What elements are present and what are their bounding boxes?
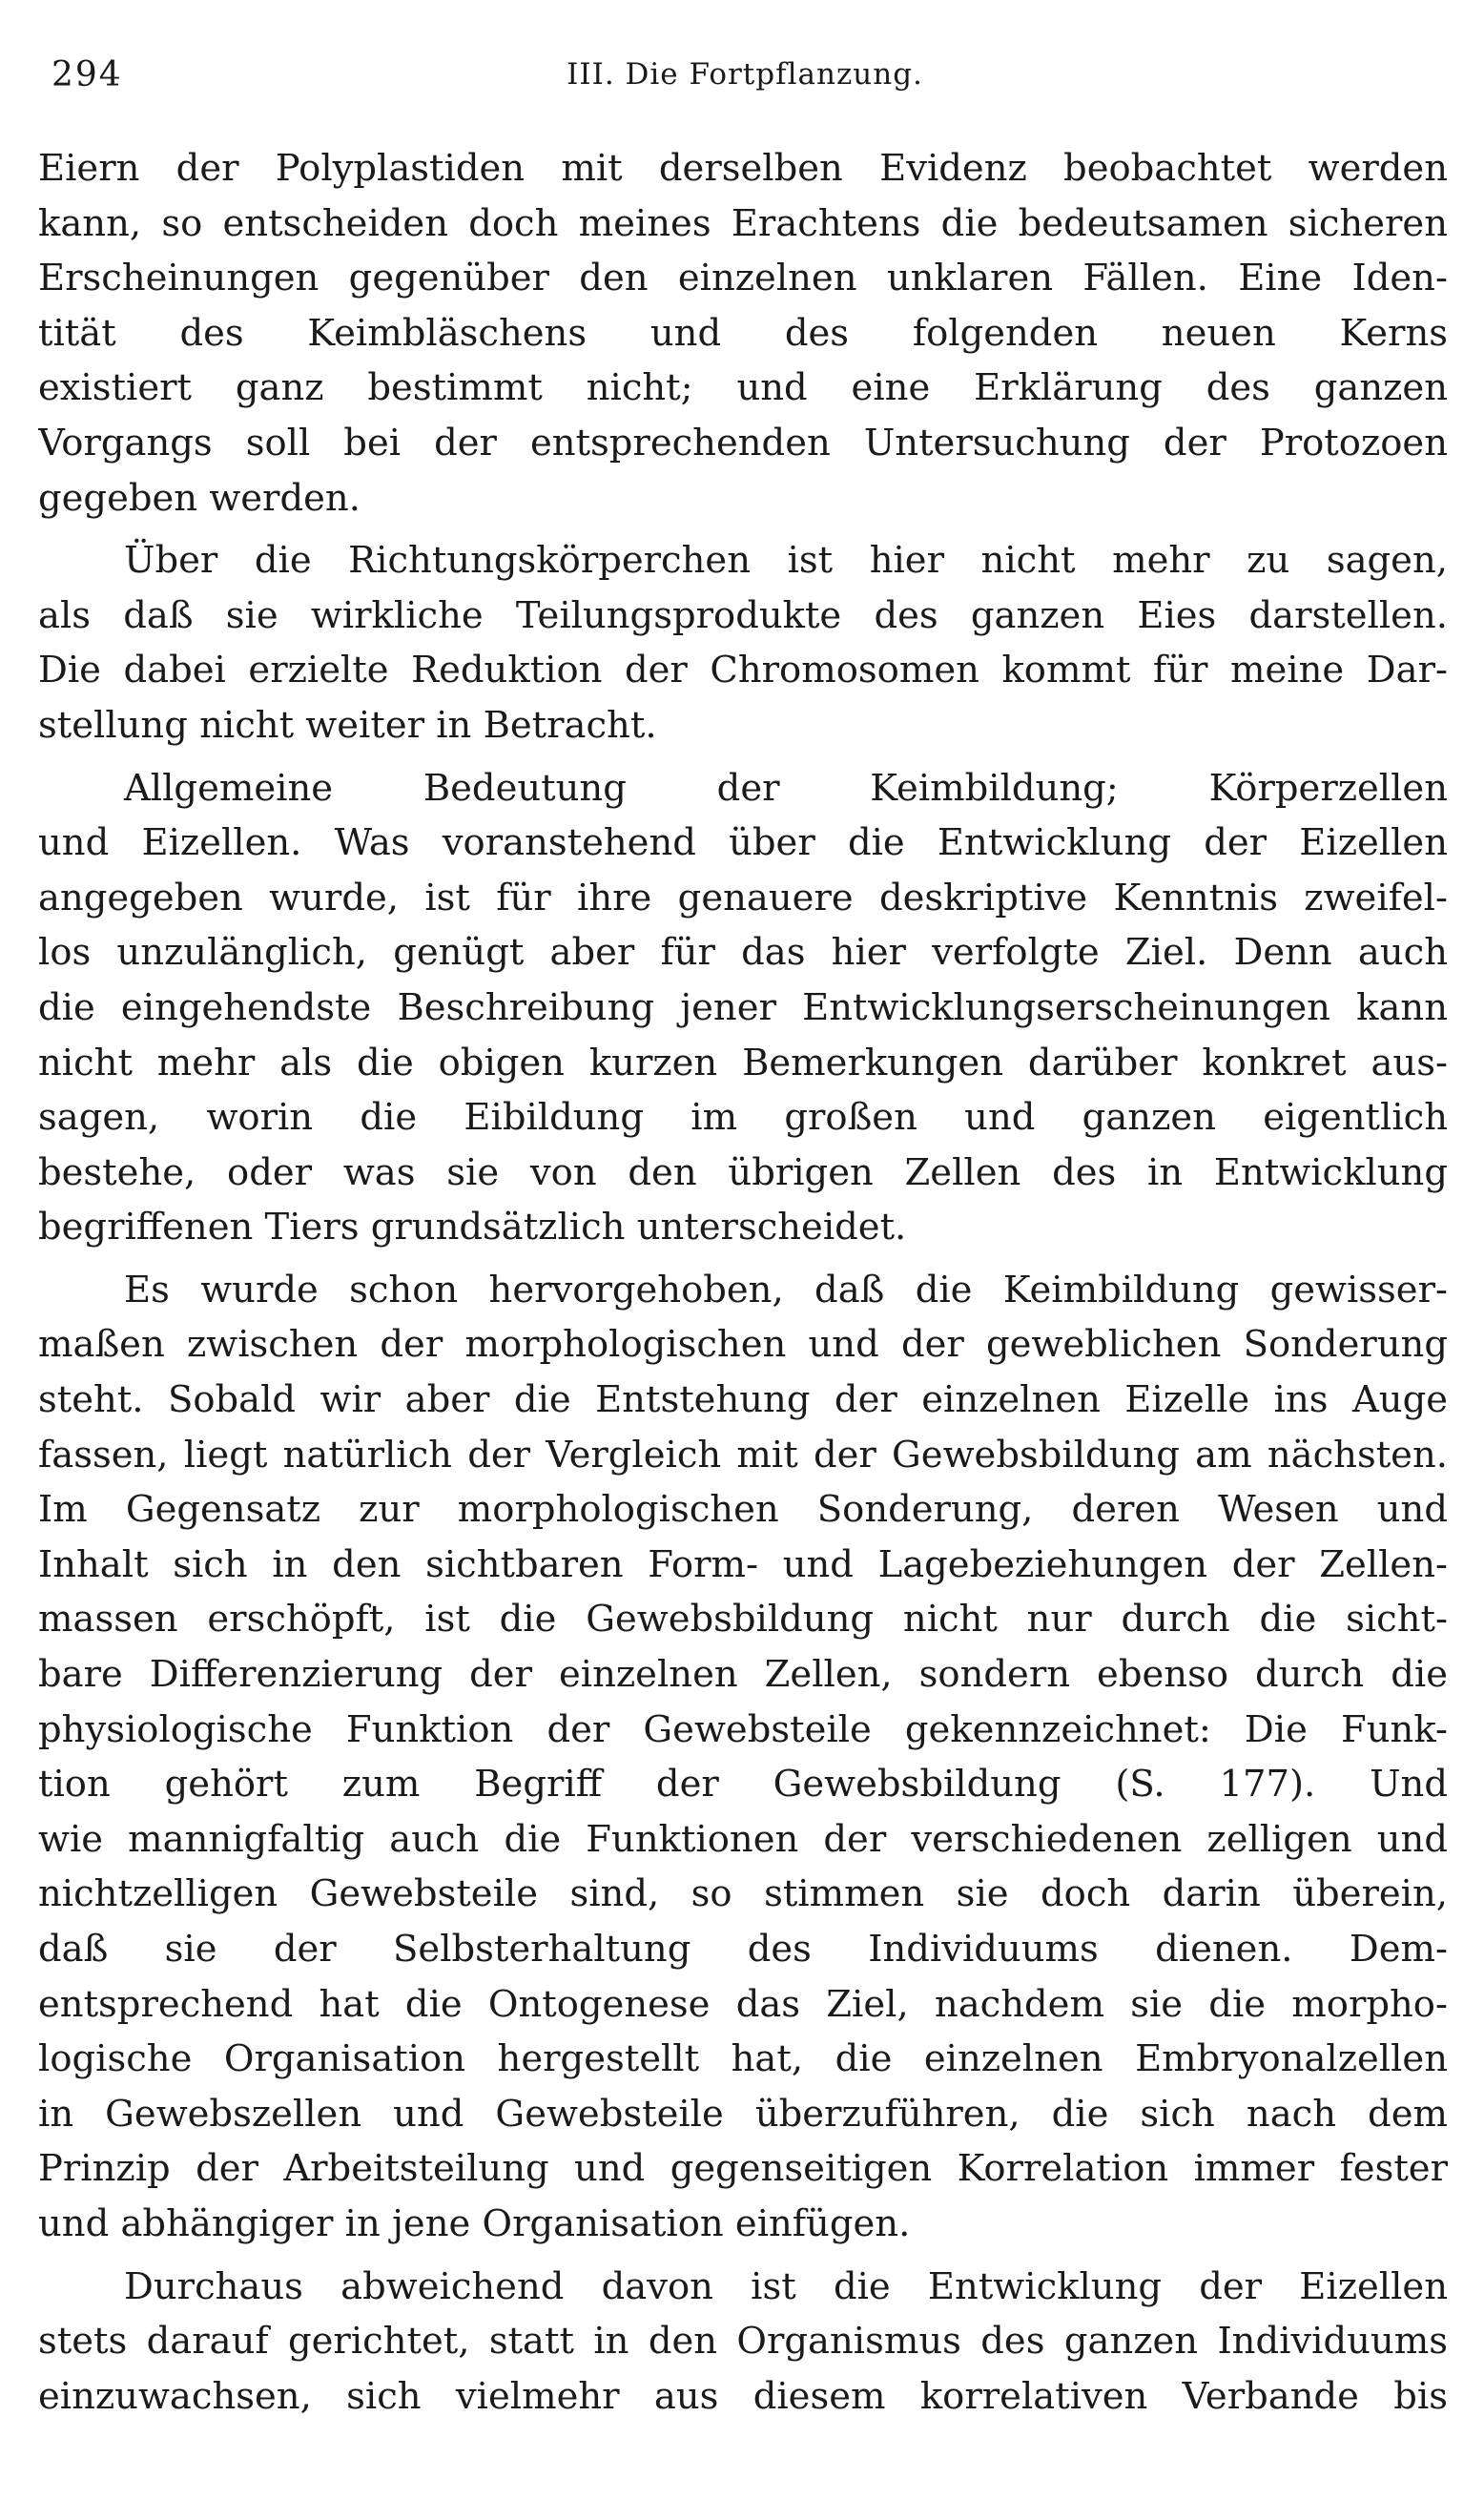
text-line: wie mannigfaltig auch die Funktionen der verschiedenen zelligen und: [38, 1817, 1448, 1861]
text-line: sagen, worin die Eibildung im großen und ganzen eigentlich: [38, 1096, 1448, 1140]
text-line: begriffenen Tiers grundsätzlich unterscheidet.: [38, 1206, 907, 1250]
text-line: maßen zwischen der morphologischen und der geweblichen Sonderung: [38, 1323, 1448, 1367]
text-line: tität des Keimbläschens und des folgenden neuen Kerns: [38, 311, 1448, 355]
text-line: stellung nicht weiter in Betracht.: [38, 703, 657, 747]
text-line: und abhängiger in jene Organisation einfügen.: [38, 2201, 911, 2245]
text-line: als daß sie wirkliche Teilungsprodukte des ganzen Eies darstellen.: [38, 593, 1448, 637]
paragraph: [38, 761, 1448, 1255]
paragraph-gap: [38, 2252, 1448, 2260]
text-line: steht. Sobald wir aber die Entstehung der einzelnen Eizelle ins Auge: [38, 1378, 1448, 1422]
text-line: massen erschöpft, ist die Gewebsbildung nicht nur durch die sicht-: [38, 1598, 1448, 1642]
text-line: Eiern der Polyplastiden mit derselben Evidenz beobachtet werden: [38, 147, 1448, 190]
text-line: daß sie der Selbsterhaltung des Individuums dienen. Dem-: [38, 1928, 1448, 1971]
text-line: kann, so entscheiden doch meines Erachtens die bedeutsamen sicheren: [38, 201, 1448, 245]
text-line: bestehe, oder was sie von den übrigen Zellen des in Entwicklung: [38, 1150, 1448, 1194]
text-line: Über die Richtungskörperchen ist hier nicht mehr zu sagen,: [124, 539, 1448, 583]
page-header: [52, 55, 1438, 109]
paragraph: [38, 141, 1448, 526]
text-line: fassen, liegt natürlich der Vergleich mit der Gewebsbildung am nächsten.: [38, 1433, 1448, 1477]
text-line: Die dabei erzielte Reduktion der Chromosomen kommt für meine Dar-: [38, 649, 1448, 692]
text-line: die eingehendste Beschreibung jener Entwicklungserscheinungen kann: [38, 985, 1448, 1029]
text-line: Durchaus abweichend davon ist die Entwicklung der Eizellen: [124, 2264, 1448, 2308]
text-line: nichtzelligen Gewebsteile sind, so stimmen sie doch darin überein,: [38, 1872, 1448, 1916]
paragraph-gap: [38, 1255, 1448, 1263]
text-line: physiologische Funktion der Gewebsteile gekennzeichnet: Die Funk-: [38, 1707, 1448, 1751]
running-head: III. Die Fortpflanzung.: [567, 57, 923, 92]
text-line: nicht mehr als die obigen kurzen Bemerkungen darüber konkret aus-: [38, 1041, 1448, 1084]
paragraph: [38, 1263, 1448, 2252]
text-line: Vorgangs soll bei der entsprechenden Untersuchung der Protozoen: [38, 421, 1448, 465]
text-line: entsprechend hat die Ontogenese das Ziel, nachdem sie die morpho-: [38, 1982, 1448, 2026]
paragraph-gap: [38, 754, 1448, 761]
text-line: bare Differenzierung der einzelnen Zellen, sondern ebenso durch die: [38, 1653, 1448, 1697]
text-line: angegeben wurde, ist für ihre genauere deskriptive Kenntnis zweifel-: [38, 876, 1448, 919]
body-text: [38, 141, 1448, 2424]
text-line: und Eizellen. Was voranstehend über die Entwicklung der Eizellen: [38, 821, 1448, 865]
text-line: in Gewebszellen und Gewebsteile überzuführen, die sich nach dem: [38, 2092, 1448, 2136]
text-line: Erscheinungen gegenüber den einzelnen unklaren Fällen. Eine Iden-: [38, 257, 1448, 300]
paragraph-gap: [38, 526, 1448, 533]
text-line: los unzulänglich, genügt aber für das hier verfolgte Ziel. Denn auch: [38, 931, 1448, 975]
text-line: Es wurde schon hervorgehoben, daß die Keimbildung gewisser-: [124, 1268, 1448, 1312]
text-line: gegeben werden.: [38, 476, 361, 520]
text-line: Im Gegensatz zur morphologischen Sonderung, deren Wesen und: [38, 1488, 1448, 1532]
text-line: stets darauf gerichtet, statt in den Organismus des ganzen Individuums: [38, 2320, 1448, 2364]
paragraph: [38, 2260, 1448, 2425]
page-number: 294: [52, 55, 123, 94]
text-line: tion gehört zum Begriff der Gewebsbildung (S. 177). Und: [38, 1763, 1448, 1807]
text-line: existiert ganz bestimmt nicht; und eine Erklärung des ganzen: [38, 366, 1448, 410]
text-line: einzuwachsen, sich vielmehr aus diesem korrelativen Verbande bis: [38, 2374, 1448, 2418]
text-line: Prinzip der Arbeitsteilung und gegenseitigen Korrelation immer fester: [38, 2147, 1448, 2191]
text-line: logische Organisation hergestellt hat, die einzelnen Embryonalzellen: [38, 2037, 1448, 2081]
text-line: Allgemeine Bedeutung der Keimbildung; Körperzellen: [124, 766, 1448, 810]
text-line: Inhalt sich in den sichtbaren Form- und Lagebeziehungen der Zellen-: [38, 1542, 1448, 1586]
paragraph: [38, 533, 1448, 753]
